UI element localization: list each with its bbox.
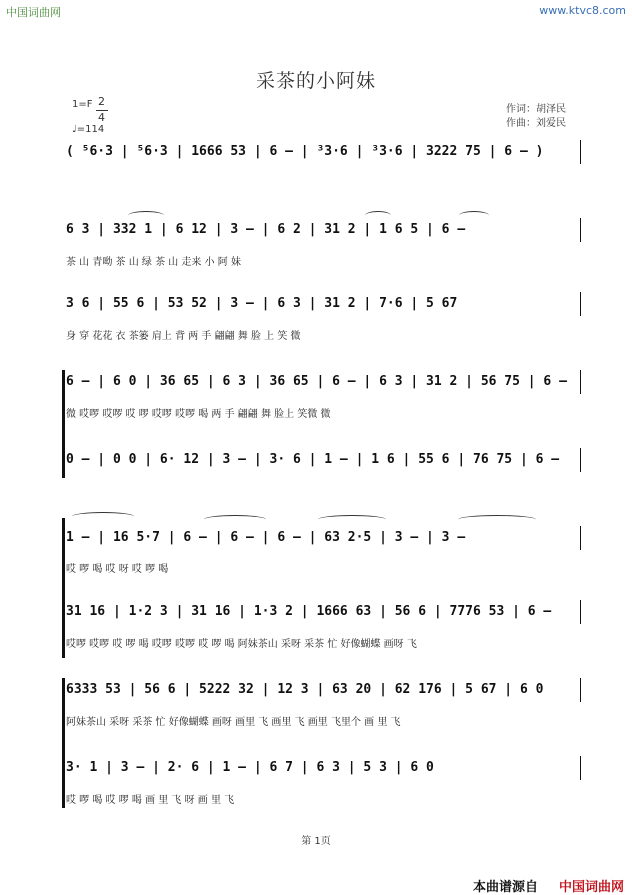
bar-line [580, 756, 581, 780]
slur [72, 512, 134, 521]
bar-line [580, 600, 581, 624]
lyric-line: 哎 啰 喝 哎 呀 哎 啰 喝 [66, 564, 169, 575]
notation-line: 6 – | 6 0 | 36 65 | 6 3 | 36 65 | 6 – | 6 3 | 31 2 | 56 75 | 6 – [66, 374, 567, 389]
part-bracket-3 [62, 678, 65, 808]
lyric-line: 茶 山 青呦 茶 山 绿 茶 山 走来 小 阿 妹 [66, 257, 241, 268]
notation-line: 6 3 | 332 1 | 6 12 | 3 – | 6 2 | 31 2 | 1 6 5 | 6 – [66, 222, 466, 237]
source-site-link[interactable]: 中国词曲网 [558, 880, 624, 895]
meter-top: 2 [98, 95, 105, 108]
notation-line: 6333 53 | 56 6 | 5222 32 | 12 3 | 63 20 | 62 176 | 5 67 | 6 0 [66, 682, 544, 697]
slur [459, 211, 489, 220]
slur [365, 211, 391, 220]
source-label: 本曲谱源自 [472, 880, 538, 895]
page-number: 第 1页 [301, 836, 331, 847]
bar-line [580, 292, 581, 316]
slur [204, 515, 266, 524]
notation-line: 1 – | 16 5·7 | 6 – | 6 – | 6 – | 63 2·5 | 3 – | 3 – [66, 530, 466, 545]
part-bracket-1 [62, 370, 65, 478]
meter-bottom: 4 [98, 111, 105, 124]
watermark-left: 中国词曲网 [6, 6, 61, 19]
part-bracket-2 [62, 518, 65, 658]
slur [128, 211, 164, 220]
lyric-line: 身 穿 花花 衣 茶篓 肩上 背 两 手 翩翩 舞 脸 上 笑 微 [66, 331, 301, 342]
notation-line: 3· 1 | 3 – | 2· 6 | 1 – | 6 7 | 6 3 | 5 3 | 6 0 [66, 760, 434, 775]
lyric-line: 阿妹茶山 采呀 采茶 忙 好像蝴蝶 画呀 画里 飞 画里 飞 画里 飞里个 画 里 飞 [66, 717, 401, 728]
notation-line: 3 6 | 55 6 | 53 52 | 3 – | 6 3 | 31 2 | 7·6 | 5 67 [66, 296, 458, 311]
song-title: 采茶的小阿妹 [255, 70, 376, 92]
watermark-right[interactable]: www.ktvc8.com [539, 4, 626, 17]
bar-line [580, 526, 581, 550]
key-signature: 1=F [72, 99, 93, 110]
tempo-mark: ♩=114 [72, 124, 105, 135]
notation-line: 0 – | 0 0 | 6· 12 | 3 – | 3· 6 | 1 – | 1 6 | 55 6 | 76 75 | 6 – [66, 452, 560, 467]
lyric-line: 微 哎啰 哎啰 哎 啰 哎啰 哎啰 喝 两 手 翩翩 舞 脸上 笑微 微 [66, 409, 331, 420]
bar-line [580, 448, 581, 472]
notation-line: 31 16 | 1·2 3 | 31 16 | 1·3 2 | 1666 63 | 56 6 | 7776 53 | 6 – [66, 604, 552, 619]
bar-line [580, 140, 581, 164]
bar-line [580, 218, 581, 242]
bar-line [580, 370, 581, 394]
bar-line [580, 678, 581, 702]
slur [458, 515, 536, 524]
notation-line: ( ⁵6·3 | ⁵6·3 | 1666 53 | 6 – | ³3·6 | ³3·6 | 3222 75 | 6 – ) [66, 144, 544, 159]
lyric-line: 哎啰 哎啰 哎 啰 喝 哎啰 哎啰 哎 啰 喝 阿妹茶山 采呀 采茶 忙 好像蝴蝶 画呀 飞 [66, 639, 417, 650]
lyricist-credit: 作词：胡泽民 [506, 104, 566, 115]
composer-credit: 作曲：刘爱民 [506, 118, 566, 129]
lyric-line: 哎 啰 喝 哎 啰 喝 画 里 飞 呀 画 里 飞 [66, 795, 235, 806]
slur [318, 515, 386, 524]
